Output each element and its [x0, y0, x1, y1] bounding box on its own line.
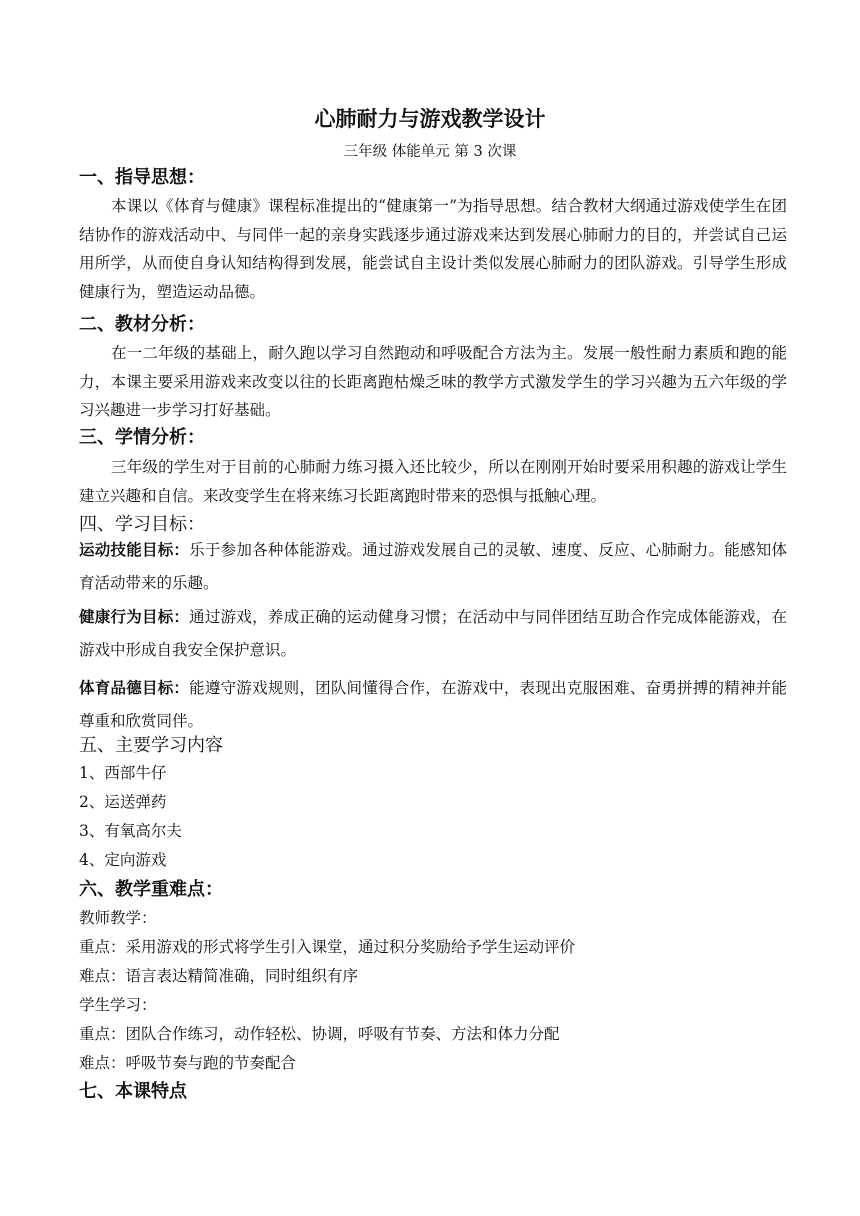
objective-item	[79, 534, 787, 600]
list-item: 3、有氧高尔夫	[79, 822, 182, 840]
section-heading-objectives: 四、学习目标：	[79, 514, 205, 535]
objective-item	[79, 601, 787, 667]
section-heading-guiding: 一、指导思想：	[79, 167, 205, 188]
section-body-material: 在一二年级的基础上，耐久跑以学习自然跑动和呼吸配合方法为主。发展一般性耐力素质和跑的能力，本课主要采用游戏来改变以往的长距离跑枯燥乏味的教学方式激发学生的学习兴趣为五六年级的学习兴趣进一步学习打好基础。	[79, 344, 787, 419]
objective-label: 体育品德目标：	[79, 679, 190, 697]
keypoint-line: 学生学习：	[79, 996, 157, 1014]
section-body-students: 三年级的学生对于目前的心肺耐力练习摄入还比较少，所以在刚刚开始时要采用积趣的游戏让学生建立兴趣和自信。来改变学生在将来练习长距离跑时带来的恐惧与抵触心理。	[79, 458, 787, 505]
objective-item	[79, 672, 787, 738]
objective-label: 健康行为目标：	[79, 608, 190, 626]
keypoint-line: 重点：团队合作练习，动作轻松、协调，呼吸有节奏、方法和体力分配	[79, 1025, 560, 1043]
section-body-guiding: 本课以《体育与健康》课程标准提出的“健康第一”为指导思想。结合教材大纲通过游戏使学生在团结协作的游戏活动中、与同伴一起的亲身实践逐步通过游戏来达到发展心肺耐力的目的，并尝试自己运用所学，从而使自身认知结构得到发展，能尝试自主设计类似发展心肺耐力的团队游戏。引导学生形成健康行为，塑造运动品德。	[79, 197, 787, 301]
objective-text: 能遵守游戏规则，团队间懂得合作，在游戏中，表现出克服困难、奋勇拼搏的精神并能尊重和欣赏同伴。	[79, 679, 787, 730]
section-heading-students: 三、学情分析：	[79, 427, 205, 448]
keypoint-line: 教师教学：	[79, 909, 157, 927]
objective-label: 运动技能目标：	[79, 541, 190, 559]
document-subtitle: 三年级 体能单元 第 3 次课	[343, 144, 517, 160]
list-item: 2、运送弹药	[79, 793, 167, 811]
section-heading-keypoints: 六、教学重难点：	[79, 879, 223, 900]
keypoint-line: 难点：语言表达精简准确，同时组织有序	[79, 967, 359, 985]
list-item: 4、定向游戏	[79, 851, 167, 869]
section-heading-features: 七、本课特点	[79, 1081, 187, 1102]
section-heading-content: 五、主要学习内容	[79, 735, 223, 756]
objective-text: 通过游戏，养成正确的运动健身习惯；在活动中与同伴团结互助合作完成体能游戏，在游戏中形成自我安全保护意识。	[79, 608, 787, 659]
list-item: 1、西部牛仔	[79, 764, 167, 782]
keypoint-line: 重点：采用游戏的形式将学生引入课堂，通过积分奖励给予学生运动评价	[79, 938, 576, 956]
document-title: 心肺耐力与游戏教学设计	[314, 107, 546, 131]
objective-text: 乐于参加各种体能游戏。通过游戏发展自己的灵敏、速度、反应、心肺耐力。能感知体育活动带来的乐趣。	[79, 541, 787, 592]
keypoint-line: 难点：呼吸节奏与跑的节奏配合	[79, 1054, 297, 1072]
section-heading-material: 二、教材分析：	[79, 314, 205, 335]
